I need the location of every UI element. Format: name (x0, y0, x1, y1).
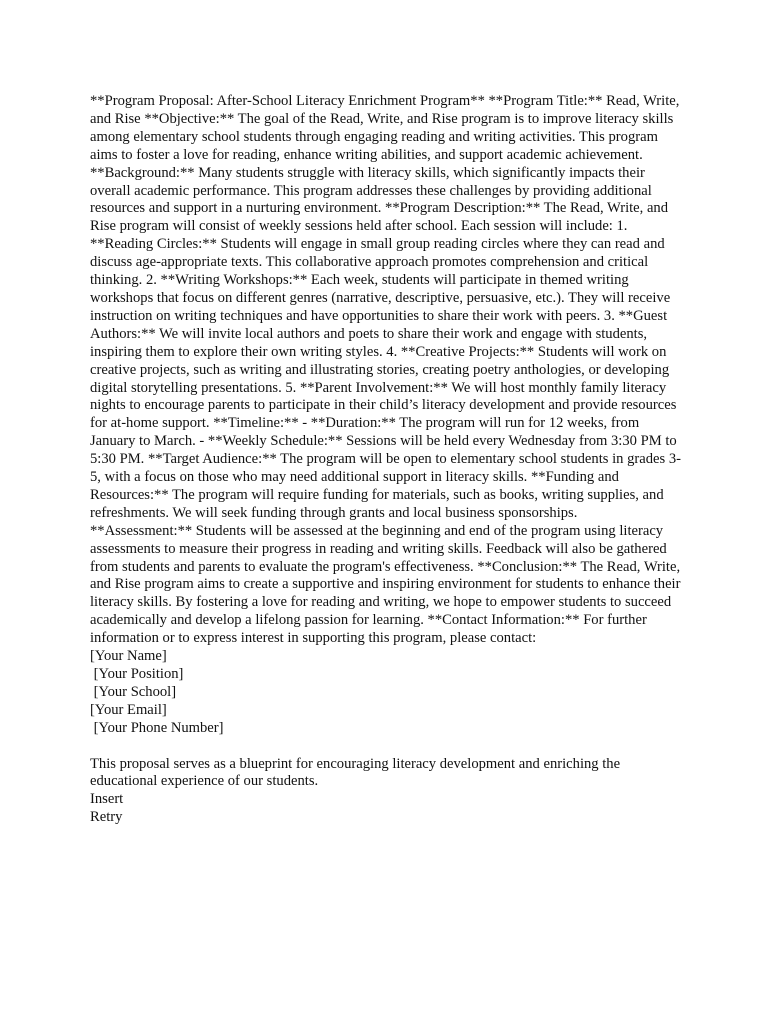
closing-line: educational experience of our students. (90, 773, 319, 790)
contact-phone: [Your Phone Number] (90, 719, 224, 736)
document-page (90, 93, 682, 827)
contact-school: [Your School] (90, 683, 177, 700)
contact-position: [Your Position] (90, 666, 184, 682)
closing-statement (90, 756, 682, 792)
proposal-body-text: **Program Proposal: After-School Literacy Enrichment Program** **Program Title:** Read, Write, and Rise **Objective:** The goal of the Read, Write, and Rise program is to improve literacy skills among elementary school students through engaging reading and writing activities. This program aims to foster a love for reading, enhance writing abilities, and support academic achievement. **Background:** Many students struggle with literacy skills, which significantly impacts their overall academic performance. This program addresses these challenges by providing additional resources and support in a nurturing environment. **Program Description:** The Read, Write, and Rise program will consist of weekly sessions held after school. Each session will include: 1. **Reading Circles:** Students will engage in small group reading circles where they can read and discuss age-appropriate texts. This collaborative approach promotes comprehension and critical thinking. 2. **Writing Workshops:** Each week, students will participate in themed writing workshops that focus on different genres (narrative, descriptive, persuasive, etc.). They will receive instruction on writing techniques and have opportunities to share their work with peers. 3. **Guest Authors:** We will invite local authors and poets to share their work and engage with students, inspiring them to explore their own writing styles. 4. **Creative Projects:** Students will work on creative projects, such as writing and illustrating stories, creating poetry anthologies, or developing digital storytelling presentations. 5. **Parent Involvement:** We will host monthly family literacy nights to encourage parents to participate in their child’s literacy development and provide resources for at-home support. **Timeline:** - **Duration:** The program will run for 12 weeks, from January to March. - **Weekly Schedule:** Sessions will be held every Wednesday from 3:30 PM to 5:30 PM. **Target Audience:** The program will be open to elementary school students in grades 3-5, with a focus on those who may need additional support in literacy skills. **Funding and Resources:** The program will require funding for materials, such as books, writing supplies, and refreshments. We will seek funding through grants and local business sponsorships. **Assessment:** Students will be assessed at the beginning and end of the program using literacy assessments to measure their progress in reading and writing skills. Feedback will also be gathered from students and parents to evaluate the program's effectiveness. **Conclusion:** The Read, Write, and Rise program aims to create a supportive and inspiring environment for students to enhance their literacy skills. By fostering a love for reading and writing, we hope to empower students to succeed academically and develop a lifelong passion for learning. **Contact Information:** For further information or to express interest in supporting this program, please contact: (90, 93, 681, 647)
contact-email: [Your Email] (90, 701, 167, 718)
contact-name: [Your Name] (90, 648, 167, 665)
contact-block (90, 648, 682, 738)
insert-text: Insert (90, 791, 124, 808)
blank-line (90, 738, 682, 756)
trailing-text (90, 791, 682, 827)
closing-line: This proposal serves as a blueprint for encouraging literacy development and enriching the (90, 755, 621, 772)
retry-text: Retry (90, 809, 123, 826)
